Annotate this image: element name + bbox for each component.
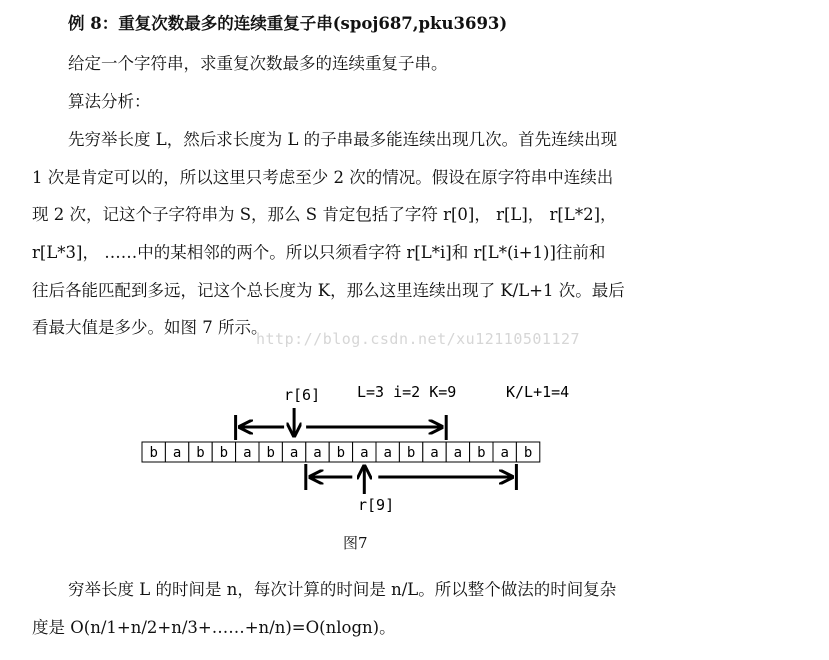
string-char-5: b (266, 445, 275, 461)
string-char-13: a (453, 445, 463, 461)
body-line-3: 现 2 次，记这个子字符串为 S，那么 S 肯定包括了字符 r[0]， r[L]， r[L*2]， (32, 205, 617, 224)
string-char-14: b (477, 445, 486, 461)
label-r9: r[9] (358, 496, 395, 514)
label-params: L=3 i=2 K=9 (357, 383, 457, 401)
label-result: K/L+1=4 (506, 383, 570, 401)
string-char-1: a (172, 445, 182, 461)
string-char-11: b (406, 445, 416, 461)
string-char-7: a (313, 445, 322, 461)
complexity-line-2: 度是 O(n/1+n/2+n/3+……+n/n)=O(nlogn)。 (32, 618, 396, 637)
string-char-0: b (149, 445, 158, 461)
body-line-2: 1 次是肯定可以的，所以这里只考虑至少 2 次的情况。假设在原字符串中连续出 (32, 168, 614, 187)
string-char-16: b (523, 445, 533, 461)
label-r6: r[6] (284, 386, 321, 404)
string-char-9: a (360, 445, 369, 461)
string-char-3: b (219, 445, 229, 461)
example-title: 例 8：重复次数最多的连续重复子串(spoj687,pku3693) (68, 14, 508, 33)
problem-statement: 给定一个字符串，求重复次数最多的连续重复子串。 (68, 54, 448, 73)
string-diagram (0, 370, 829, 530)
complexity-line-1: 穷举长度 L 的时间是 n，每次计算的时间是 n/L。所以整个做法的时间复杂 (68, 580, 617, 599)
analysis-heading: 算法分析： (68, 92, 151, 111)
body-line-1: 先穷举长度 L，然后求长度为 L 的子串最多能连续出现几次。首先连续出现 (68, 130, 618, 149)
string-char-10: a (383, 445, 392, 461)
figure-caption: 图7 (343, 534, 368, 552)
string-char-15: a (500, 445, 509, 461)
string-char-4: a (243, 445, 252, 461)
string-char-2: b (196, 445, 205, 461)
body-line-5: 往后各能匹配到多远，记这个总长度为 K，那么这里连续出现了 K/L+1 次。最后 (32, 281, 625, 300)
string-char-8: b (336, 445, 346, 461)
string-char-12: a (430, 445, 439, 461)
body-line-6: 看最大值是多少。如图 7 所示。 (32, 318, 268, 337)
watermark: http://blog.csdn.net/xu12110501127 (256, 330, 581, 348)
string-char-6: a (289, 445, 299, 461)
body-line-4: r[L*3]， ……中的某相邻的两个。所以只须看字符 r[L*i]和 r[L*(i+1)]往前和 (32, 243, 606, 262)
